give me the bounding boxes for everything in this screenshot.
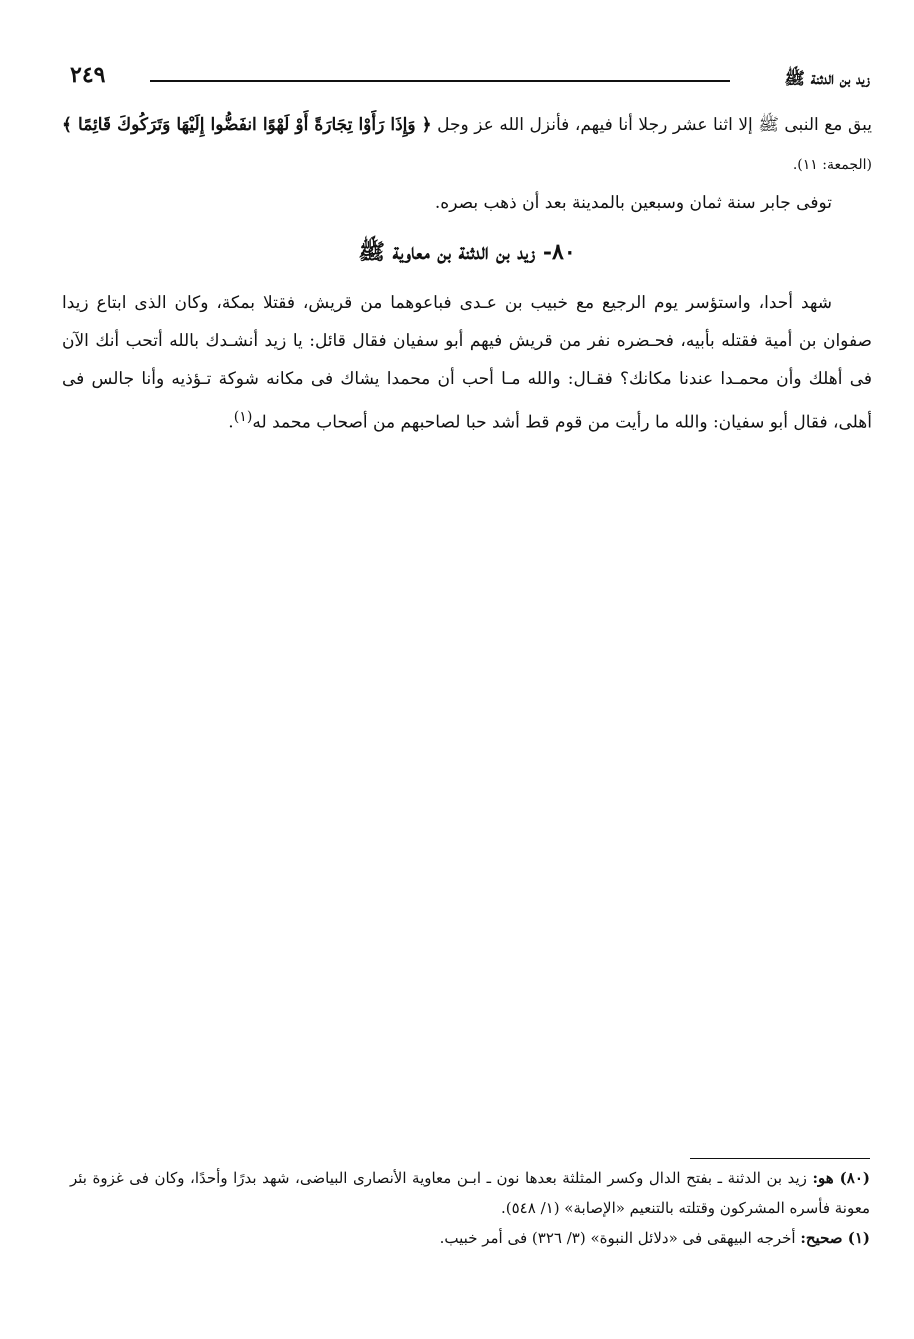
footnote-80-text: زيد بن الدثنة ـ بفتح الدال وكسر المثلثة بعدها نون ـ ابـن معاوية الأنصارى البياضى، شهد بدرًا وأحدًا، وكان فى غزوة بئر معونة فأسره المشركون وقتلته بالتنعيم «الإصابة» (١/ ٥٤٨). [70, 1169, 870, 1217]
footnotes [70, 1158, 870, 1253]
header-rule [150, 80, 730, 82]
footnote-80 [70, 1163, 870, 1223]
paragraph-3-text: شهد أحدا، واستؤسر يوم الرجيع مع خبيب بن عـدى فباعوهما من قريش، فقتلا بمكة، وكان الذى ابتاع زيدا صفوان بن أمية فقتله بأبيه، فحـضره نفر من قريش فيهم أبو سفيان فقال قائل: يا زيد أنشـدك بالله أتحب أنك الآن فى أهلك وأن محمـدا عندنا مكانك؟ فقـال: والله مـا أحب أن محمدا يشاك فى مكانه شوكة تـؤذيه وأنا جالس فى أهلى، فقال أبو سفيان: والله ما رأيت من قوم قط أشد حبا لصاحبهم من أصحاب محمد له [62, 293, 872, 433]
page-header [70, 62, 870, 96]
paragraph-3 [62, 284, 872, 442]
page-number: ٢٤٩ [70, 62, 106, 88]
footnote-80-label: (٨٠) هو: [812, 1169, 870, 1187]
quran-verse: ﴿ وَإِذَا رَأَوْا تِجَارَةً أَوْ لَهْوًا انفَضُّوا إِلَيْهَا وَتَرَكُوكَ قَائِمًا ﴾ [62, 115, 432, 135]
footnote-1-text: أخرجه البيهقى فى «دلائل النبوة» (٣/ ٣٢٦) فى أمر خبيب. [439, 1229, 801, 1247]
paragraph-1 [62, 106, 872, 184]
section-title: ٨٠- زيد بن الدثنة بن معاوية ﷺ [358, 239, 576, 265]
surah-reference: (الجمعة: ١١). [792, 157, 872, 173]
paragraph-1-text: يبق مع النبى ﷺ إلا اثنا عشر رجلا أنا فيهم، فأنزل الله عز وجل [431, 115, 872, 135]
paragraph-2: توفى جابر سنة ثمان وسبعين بالمدينة بعد أن ذهب بصره. [434, 193, 832, 213]
footnote-1 [70, 1223, 870, 1253]
footnote-1-label: (١) صحيح: [800, 1229, 870, 1247]
footnote-rule [690, 1158, 870, 1159]
footnote-marker: (١) [233, 409, 253, 425]
main-text [62, 106, 872, 442]
running-title: زيد بن الدثنة ﷺ [784, 69, 870, 89]
paragraph-3-end: . [228, 412, 234, 433]
